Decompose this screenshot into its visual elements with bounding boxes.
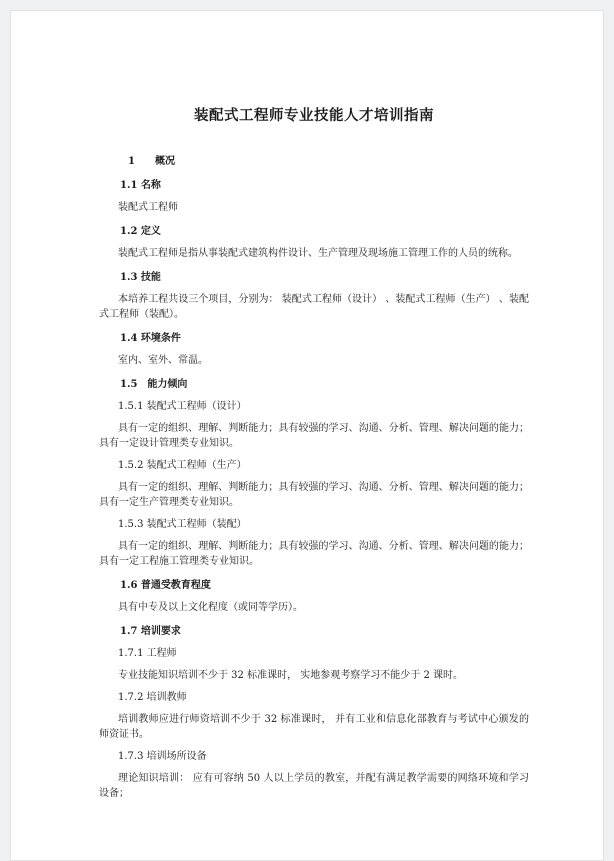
subsection-heading-1-7-2: 1.7.2 培训教师 — [118, 692, 187, 703]
subsection-text-1-7-3: 理论知识培训： 应有可容纳 50 人以上学员的教室，并配有满足教学需要的网络环境和学习设备； — [99, 773, 529, 799]
document-page — [10, 10, 604, 861]
section-text-1-3: 本培养工程共设三个项目，分别为： 装配式工程师（设计） 、装配式工程师（生产） 、装配式工程师（装配）。 — [99, 294, 529, 320]
chapter-number: 1 — [128, 156, 135, 167]
section-text-1-1: 装配式工程师 — [118, 202, 178, 213]
section-heading-1-2: 1.2 定义 — [120, 226, 161, 237]
document-title: 装配式工程师专业技能人才培训指南 — [194, 107, 434, 124]
chapter-heading — [99, 154, 529, 169]
subsection-heading-1-5-1: 1.5.1 装配式工程师（设计） — [118, 401, 247, 412]
section-heading-1-5: 1.5 能力倾向 — [120, 379, 188, 390]
subsection-text-1-5-1: 具有一定的组织、理解、判断能力；具有较强的学习、沟通、分析、管理、解决问题的能力； 具有一定设计管理类专业知识。 — [99, 423, 529, 449]
subsection-heading-1-7-3: 1.7.3 培训场所设备 — [118, 751, 207, 762]
subsection-text-1-5-2: 具有一定的组织、理解、判断能力；具有较强的学习、沟通、分析、管理、解决问题的能力； 具有一定生产管理类专业知识。 — [99, 482, 529, 508]
section-text-1-2: 装配式工程师是指从事装配式建筑构件设计、生产管理及现场施工管理工作的人员的统称。 — [118, 248, 518, 259]
section-text-1-6: 具有中专及以上文化程度（或同等学历）。 — [118, 602, 303, 613]
subsection-text-1-7-2: 培训教师应进行师资培训不少于 32 标准课时， 并有工业和信息化部教育与考试中心颁发的师资证书。 — [99, 714, 529, 740]
subsection-text-1-7-1: 专业技能知识培训不少于 32 标准课时， 实地参观考察学习不能少于 2 课时。 — [118, 670, 463, 681]
section-heading-1-1: 1.1 名称 — [120, 180, 161, 191]
section-heading-1-7: 1.7 培训要求 — [120, 626, 181, 637]
section-heading-1-3: 1.3 技能 — [120, 272, 161, 283]
subsection-heading-1-5-3: 1.5.3 装配式工程师（装配） — [118, 519, 247, 530]
document-content — [99, 107, 529, 801]
section-heading-1-6: 1.6 普通受教育程度 — [120, 580, 211, 591]
chapter-label: 概况 — [155, 156, 175, 167]
section-text-1-4: 室内、室外、常温。 — [118, 355, 208, 366]
subsection-heading-1-7-1: 1.7.1 工程师 — [118, 648, 177, 659]
section-heading-1-4: 1.4 环境条件 — [120, 333, 181, 344]
subsection-heading-1-5-2: 1.5.2 装配式工程师（生产） — [118, 460, 247, 471]
subsection-text-1-5-3: 具有一定的组织、理解、判断能力；具有较强的学习、沟通、分析、管理、解决问题的能力；具有一定工程施工管理类专业知识。 — [99, 541, 529, 567]
